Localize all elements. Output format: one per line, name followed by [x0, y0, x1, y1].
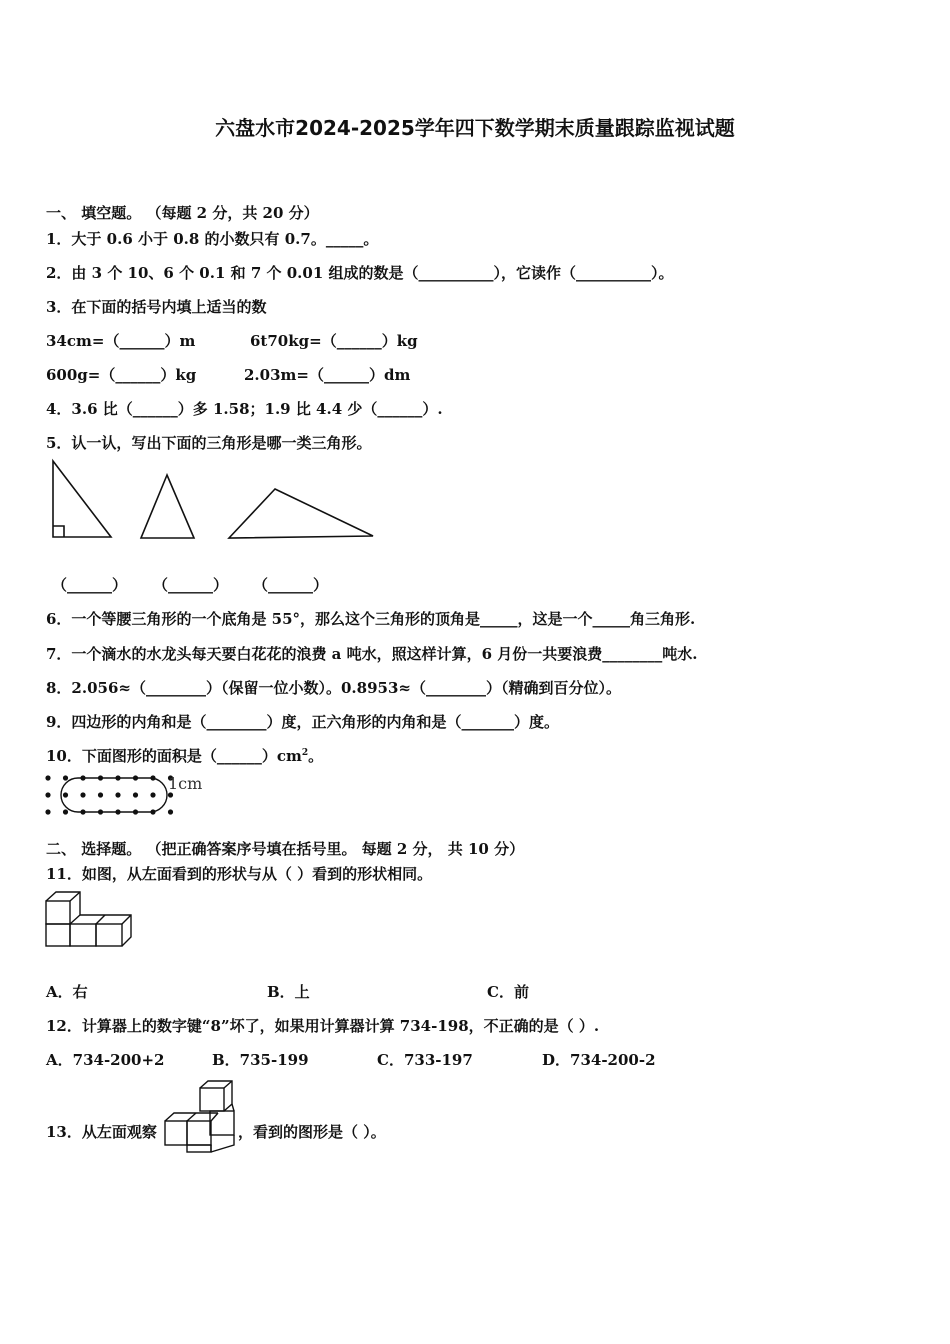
question-3: 3．在下面的括号内填上适当的数 — [46, 298, 267, 316]
question-4: 4．3.6 比（______）多 1.58；1.9 比 4.4 少（______）. — [46, 400, 443, 418]
question-11: 11．如图，从左面看到的形状与从（ ）看到的形状相同。 — [46, 865, 433, 883]
question-9: 9．四边形的内角和是（________）度，正六角形的内角和是（_______）度。 — [46, 713, 559, 731]
section1-heading: 一、 填空题。 （每题 2 分，共 20 分） — [46, 204, 319, 222]
q5-blank-1: （______） — [52, 576, 128, 594]
question-3c: 600g=（______）kg — [46, 366, 197, 384]
question-13-after: ，看到的图形是（ ）。 — [238, 1123, 386, 1141]
q10-sup: 2 — [301, 748, 309, 758]
q5-blank-3: （______） — [253, 576, 329, 594]
question-3b: 6t70kg=（______）kg — [250, 332, 418, 350]
q11-option-c: C．前 — [487, 983, 529, 1001]
question-2: 2．由 3 个 10、6 个 0.1 和 7 个 0.01 组成的数是（__________），它读作（__________）。 — [46, 264, 674, 282]
question-1: 1．大于 0.6 小于 0.8 的小数只有 0.7。_____。 — [46, 230, 379, 248]
question-3d: 2.03m=（______）dm — [244, 366, 411, 384]
q5-blank-2: （______） — [153, 576, 229, 594]
q11-option-a: A．右 — [46, 983, 88, 1001]
question-12: 12．计算器上的数字键“8”坏了，如果用计算器计算 734-198，不正确的是（ ）. — [46, 1017, 600, 1035]
q10-text: 10．下面图形的面积是（______）cm — [46, 747, 302, 765]
q12-option-c: C．733-197 — [377, 1051, 473, 1069]
page-title: 六盘水市2024-2025学年四下数学期末质量跟踪监视试题 — [215, 116, 735, 140]
question-13-before: 13．从左面观察 — [46, 1123, 157, 1141]
section2-heading: 二、 选择题。 （把正确答案序号填在括号里。 每题 2 分， 共 10 分） — [46, 840, 525, 858]
question-6: 6．一个等腰三角形的一个底角是 55°，那么这个三角形的顶角是_____，这是一个_____角三角形. — [46, 610, 696, 628]
question-5: 5．认一认，写出下面的三角形是哪一类三角形。 — [46, 434, 372, 452]
q12-option-b: B．735-199 — [212, 1051, 309, 1069]
q10-after: 。 — [308, 747, 324, 765]
question-7: 7．一个滴水的水龙头每天要白花花的浪费 a 吨水，照这样计算，6 月份一共要浪费________吨水. — [46, 645, 698, 663]
question-8: 8．2.056≈（________）（保留一位小数）。0.8953≈（________）（精确到百分位）。 — [46, 679, 621, 697]
question-3a: 34cm=（______）m — [46, 332, 196, 350]
q11-option-b: B．上 — [267, 983, 310, 1001]
unit-label: 1cm — [168, 774, 203, 793]
q12-option-a: A．734-200+2 — [46, 1051, 165, 1069]
q12-option-d: D．734-200-2 — [542, 1051, 656, 1069]
